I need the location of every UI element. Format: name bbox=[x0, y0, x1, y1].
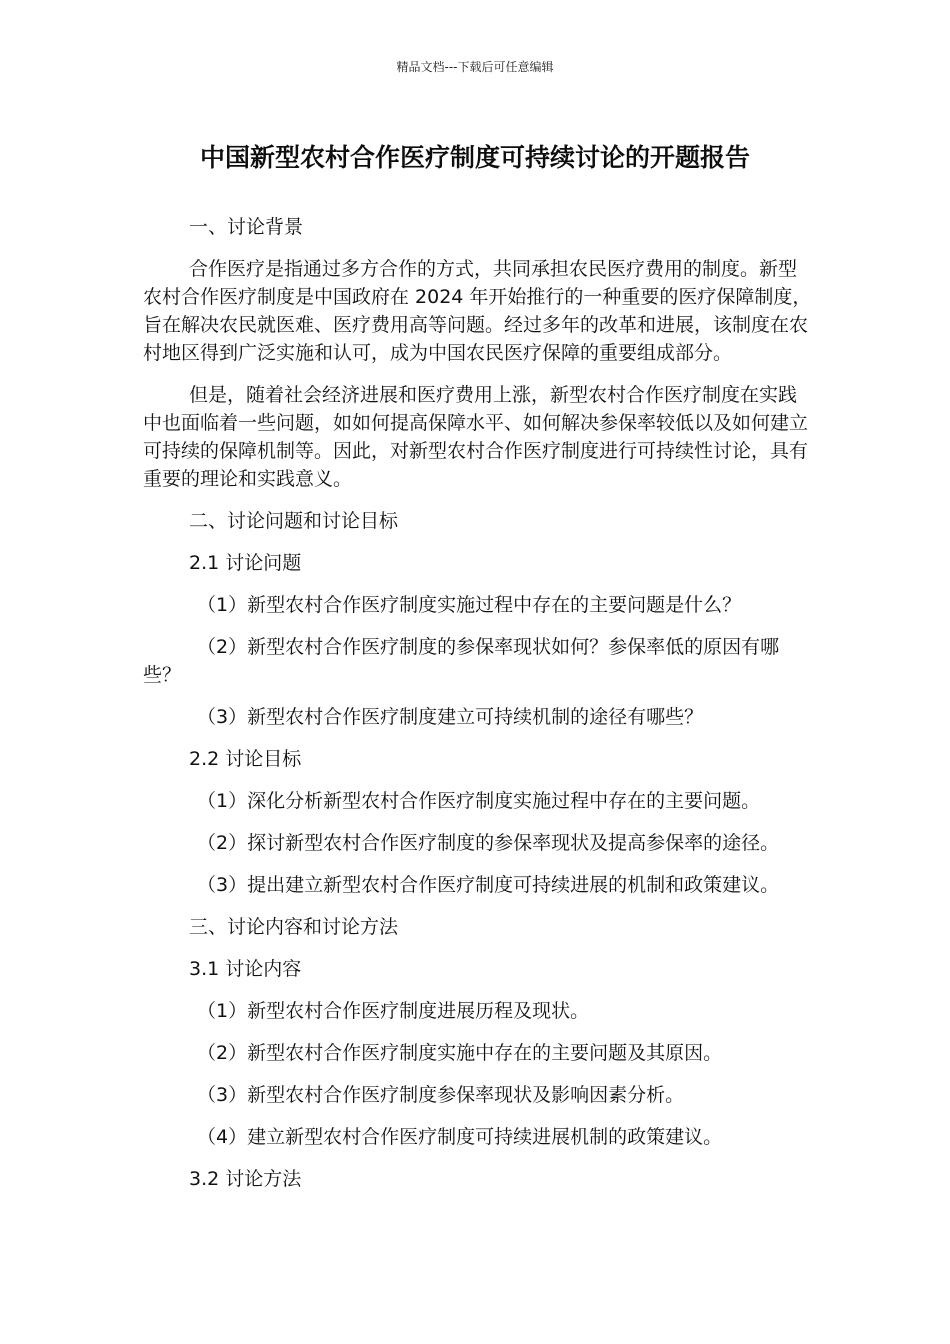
section-heading-questions-goals: 二、讨论问题和讨论目标 bbox=[189, 510, 399, 532]
subsection-heading-questions: 2.1 讨论问题 bbox=[189, 552, 302, 574]
section-heading-content-methods: 三、讨论内容和讨论方法 bbox=[189, 916, 399, 938]
list-item-content-4: （4）建立新型农村合作医疗制度可持续进展机制的政策建议。 bbox=[197, 1126, 723, 1148]
list-item-content-3: （3）新型农村合作医疗制度参保率现状及影响因素分析。 bbox=[197, 1084, 685, 1106]
list-item-question-3: （3）新型农村合作医疗制度建立可持续机制的途径有哪些？ bbox=[197, 706, 704, 728]
list-item-question-2: （2）新型农村合作医疗制度的参保率现状如何？参保率低的原因有哪些？ bbox=[143, 636, 780, 686]
document-title: 中国新型农村合作医疗制度可持续讨论的开题报告 bbox=[199, 143, 750, 172]
subsection-heading-content: 3.1 讨论内容 bbox=[189, 958, 302, 980]
paragraph-background-2: 但是，随着社会经济进展和医疗费用上涨，新型农村合作医疗制度在实践中也面临着一些问题，如如何提高保障水平、如何解决参保率较低以及如何建立可持续的保障机制等。因此，对新型农村合作医疗制度进行可持续性讨论，具有重要的理论和实践意义。 bbox=[143, 384, 809, 490]
subsection-heading-methods: 3.2 讨论方法 bbox=[189, 1168, 302, 1190]
paragraph-background-1: 合作医疗是指通过多方合作的方式，共同承担农民医疗费用的制度。新型农村合作医疗制度是中国政府在 2024 年开始推行的一种重要的医疗保障制度，旨在解决农民就医难、医疗费用高等问题。经过多年的改革和进展，该制度在农村地区得到广泛实施和认可，成为中国农民医疗保障的重要组成部分。 bbox=[143, 258, 812, 364]
list-item-goal-3: （3）提出建立新型农村合作医疗制度可持续进展的机制和政策建议。 bbox=[197, 874, 780, 896]
document-body bbox=[143, 213, 813, 1193]
section-heading-background: 一、讨论背景 bbox=[189, 216, 304, 238]
list-item-goal-2: （2）探讨新型农村合作医疗制度的参保率现状及提高参保率的途径。 bbox=[197, 832, 780, 854]
page-header-note: 精品文档---下载后可任意编辑 bbox=[396, 60, 554, 74]
list-item-question-1: （1）新型农村合作医疗制度实施过程中存在的主要问题是什么？ bbox=[197, 594, 742, 616]
list-item-content-1: （1）新型农村合作医疗制度进展历程及现状。 bbox=[197, 1000, 590, 1022]
subsection-heading-goals: 2.2 讨论目标 bbox=[189, 748, 302, 770]
list-item-goal-1: （1）深化分析新型农村合作医疗制度实施过程中存在的主要问题。 bbox=[197, 790, 761, 812]
list-item-content-2: （2）新型农村合作医疗制度实施中存在的主要问题及其原因。 bbox=[197, 1042, 723, 1064]
